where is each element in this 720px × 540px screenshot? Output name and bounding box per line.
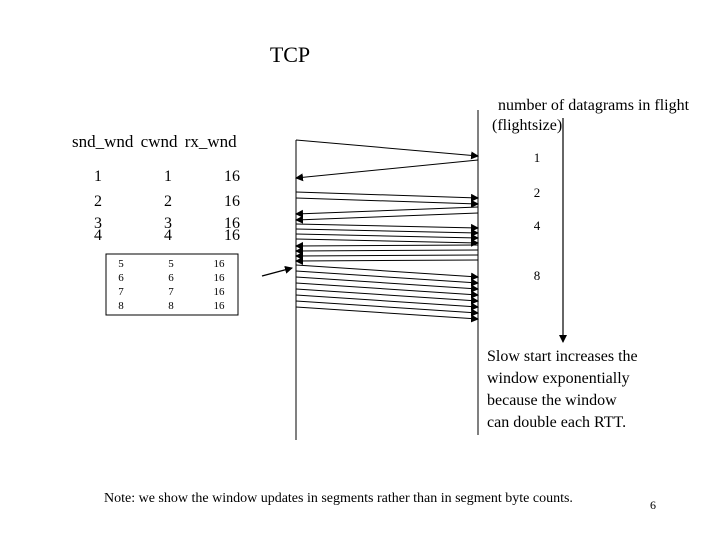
rx-wnd-value: 16 <box>224 193 240 210</box>
page-number: 6 <box>650 498 656 512</box>
pointer-arrow <box>262 268 292 276</box>
data-segment-arrow <box>296 192 478 198</box>
data-segment-arrow <box>296 140 478 156</box>
data-segment-arrow <box>296 301 478 313</box>
snd-wnd-value: 5 <box>118 258 124 270</box>
data-segment-arrow <box>296 271 478 283</box>
cwnd-value: 8 <box>168 300 174 312</box>
cwnd-value: 3 <box>164 215 172 232</box>
ack-arrow <box>296 207 478 214</box>
rx-wnd-value: 16 <box>224 227 240 244</box>
cwnd-value: 2 <box>164 193 172 210</box>
footnote: Note: we show the window updates in segments rather than in segment byte counts. <box>104 491 573 506</box>
rx-wnd-value: 16 <box>213 286 225 298</box>
ack-arrow <box>296 255 478 256</box>
snd-wnd-value: 2 <box>94 193 102 210</box>
rows-5-8-box <box>106 254 238 315</box>
data-segment-arrow <box>296 229 478 233</box>
flightsize-count: 1 <box>533 150 541 165</box>
slow-start-note-line: Slow start increases the <box>487 348 638 365</box>
snd-wnd-value: 6 <box>118 272 124 284</box>
snd-wnd-value: 7 <box>118 286 124 298</box>
rx-wnd-value: 16 <box>213 300 225 312</box>
cwnd-value: 5 <box>168 258 174 270</box>
data-segment-arrow <box>296 295 478 307</box>
flightsize-count: 2 <box>533 185 541 200</box>
slow-start-note-line: because the window <box>487 392 617 409</box>
data-segment-arrow <box>296 277 478 289</box>
cwnd-value: 1 <box>164 168 172 185</box>
ack-arrow <box>296 213 478 220</box>
data-segment-arrow <box>296 224 478 228</box>
flightsize-heading-line1: number of datagrams in flight <box>498 97 690 114</box>
data-segment-arrow <box>296 234 478 238</box>
data-segment-arrow <box>296 283 478 295</box>
ack-arrow <box>296 160 478 178</box>
cwnd-value: 7 <box>168 286 174 298</box>
flightsize-count: 8 <box>533 268 541 283</box>
data-segment-arrow <box>296 265 478 277</box>
segment-arrows <box>296 140 478 319</box>
data-segment-arrow <box>296 198 478 204</box>
cwnd-value: 6 <box>168 272 174 284</box>
ack-arrow <box>296 250 478 251</box>
data-segment-arrow <box>296 307 478 319</box>
data-segment-arrow <box>296 289 478 301</box>
flightsize-count: 4 <box>533 218 541 233</box>
ack-arrow <box>296 260 478 261</box>
snd-wnd-value: 3 <box>94 215 102 232</box>
data-segment-arrow <box>296 239 478 243</box>
snd-wnd-value: 4 <box>94 227 102 244</box>
flightsize-heading-line2: (flightsize) <box>492 117 563 134</box>
slide-title: TCP <box>269 42 311 67</box>
ack-arrow <box>296 245 478 246</box>
rx-wnd-value: 16 <box>213 258 225 270</box>
slow-start-note-line: window exponentially <box>487 370 630 387</box>
snd-wnd-value: 1 <box>94 168 102 185</box>
rx-wnd-value: 16 <box>213 272 225 284</box>
cwnd-value: 4 <box>164 227 172 244</box>
snd-wnd-value: 8 <box>118 300 124 312</box>
window-column-headers: snd_wnd cwnd rx_wnd <box>72 132 237 151</box>
rx-wnd-value: 16 <box>224 215 240 232</box>
rx-wnd-value: 16 <box>224 168 240 185</box>
slow-start-note-line: can double each RTT. <box>487 414 627 431</box>
